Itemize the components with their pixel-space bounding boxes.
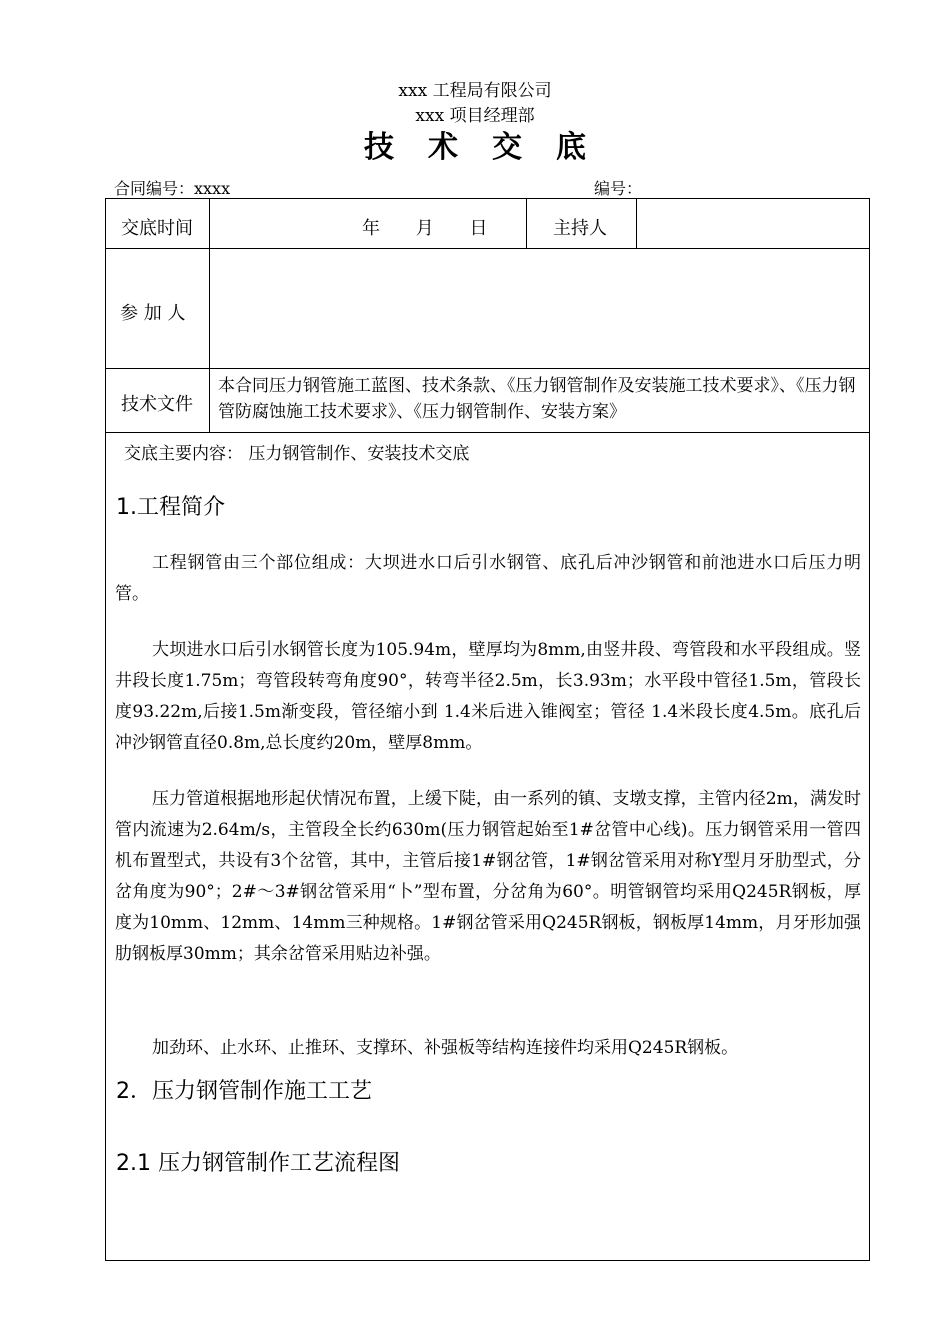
summary-line: 交底主要内容： 压力钢管制作、安装技术交底: [124, 444, 470, 464]
company-name: xxx 工程局有限公司: [398, 81, 552, 101]
disclosure-form: [105, 198, 870, 1261]
tech-files-value: 本合同压力钢管施工蓝图、技术条款、《压力钢管制作及安装施工技术要求》、《压力钢管防腐蚀施工技术要求》、《压力钢管制作、安装方案》: [218, 376, 856, 422]
column-divider: [526, 199, 527, 248]
participants-field: [210, 249, 869, 368]
date-label: 交底时间: [121, 218, 193, 239]
section-2-heading: 2．压力钢管制作施工工艺: [116, 1079, 372, 1104]
section-1-heading: 1.工程简介: [116, 495, 225, 520]
department-name: xxx 项目经理部: [415, 106, 535, 126]
row-divider: [106, 432, 869, 433]
host-field: [637, 199, 869, 248]
paragraph-3: 压力管道根据地形起伏情况布置，上缓下陡，由一系列的镇、支墩支撑，主管内径2m，满发时管内流速为2.64m/s，主管段全长约630m(压力钢管起始至1#岔管中心线)。压力钢管采用一管四机布置型式，共设有3个岔管，其中，主管后接1#钢岔管，1#钢岔管采用对称Y型月牙肋型式，分岔角度为90°；2#～3#钢岔管采用“卜”型布置，分岔角为60°。明管钢管均采用Q245R钢板，厚度为10mm、12mm、14mm三种规格。1#钢岔管采用Q245R钢板，钢板厚14mm，月牙形加强肋钢板厚30mm；其余岔管采用贴边补强。: [115, 789, 861, 964]
section-2-1-heading: 2.1 压力钢管制作工艺流程图: [116, 1151, 400, 1176]
row-divider: [106, 368, 869, 369]
paragraph-4: 加劲环、止水环、止推环、支撑环、补强板等结构连接件均采用Q245R钢板。: [152, 1038, 739, 1058]
contract-number: 合同编号：xxxx: [114, 179, 231, 198]
participants-label: 参 加 人: [120, 303, 186, 324]
date-field: 年 月 日: [362, 218, 488, 239]
paragraph-1: 工程钢管由三个部位组成：大坝进水口后引水钢管、底孔后冲沙钢管和前池进水口后压力明管。: [115, 553, 861, 604]
document-number: 编号：: [594, 179, 643, 198]
host-label: 主持人: [553, 218, 607, 239]
paragraph-2: 大坝进水口后引水钢管长度为105.94m，壁厚均为8mm,由竖井段、弯管段和水平段组成。竖井段长度1.75m；弯管段转弯角度90°，转弯半径2.5m，长3.93m；水平段中管径1.5m，管段长度93.22m,后接1.5m渐变段，管径缩小到 1.4米后进入锥阀室；管径 1.4米段长度4.5m。底孔后冲沙钢管直径0.8m,总长度约20m，壁厚8mm。: [115, 640, 861, 753]
document-title: 技术交底: [364, 130, 620, 165]
tech-files-label: 技术文件: [121, 394, 193, 415]
